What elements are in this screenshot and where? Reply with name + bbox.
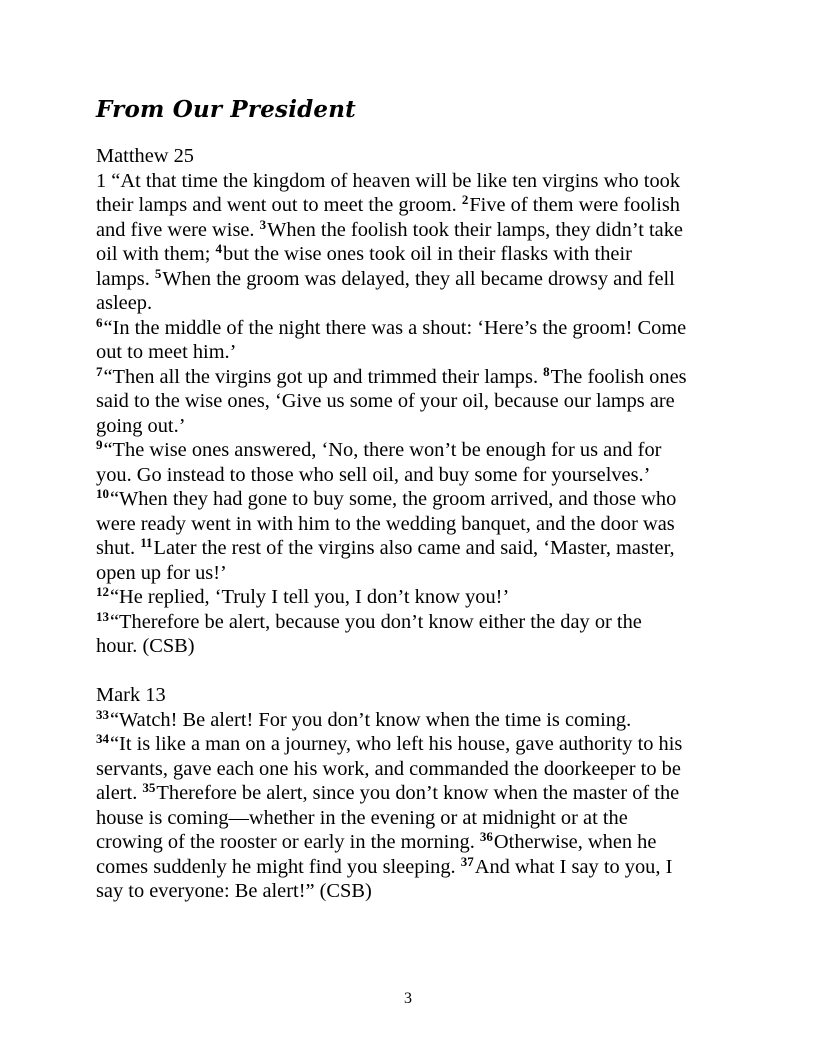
- verse-text: “The wise ones answered, ‘No, there won’t be enough for us and for: [103, 439, 662, 461]
- text-line: [96, 806, 736, 831]
- text-line: [96, 585, 736, 610]
- passage-reference: Matthew 25: [96, 145, 194, 167]
- text-line: [96, 536, 736, 561]
- verse-number: 4: [215, 241, 223, 256]
- page-number: 3: [404, 990, 412, 1007]
- verse-text: house is coming—whether in the evening or at midnight or at the: [96, 806, 628, 829]
- text-line: [96, 316, 736, 341]
- verse-text: comes suddenly he might find you sleeping.: [96, 855, 461, 878]
- text-line: [96, 463, 736, 488]
- verse-number: 9: [96, 437, 103, 452]
- verse-text: When the foolish took their lamps, they didn’t take: [267, 218, 683, 241]
- text-line: [96, 757, 736, 782]
- text-line: [96, 414, 736, 439]
- verse-number: 13: [96, 608, 109, 624]
- text-line: [96, 855, 736, 880]
- verse-text: “It is like a man on a journey, who left his house, gave authority to his: [110, 733, 683, 755]
- verse-text: open up for us!’: [96, 561, 227, 584]
- verse-text: asleep.: [96, 292, 153, 314]
- verse-text: “In the middle of the night there was a shout: ‘Here’s the groom! Come: [103, 316, 687, 339]
- verse-text: but the wise ones took oil in their flasks with their: [223, 243, 632, 265]
- text-line: [96, 610, 736, 635]
- verse-text: “Then all the virgins got up and trimmed their lamps.: [103, 365, 544, 388]
- verse-number: 12: [96, 584, 109, 599]
- text-line: [96, 561, 736, 586]
- text-line: [96, 218, 736, 243]
- verse-number: 10: [96, 486, 109, 501]
- verse-text: going out.’: [96, 414, 186, 437]
- verse-text: oil with them;: [96, 243, 216, 265]
- text-line: [96, 438, 736, 463]
- text-line: [96, 365, 736, 390]
- verse-text: you. Go instead to those who sell oil, and buy some for yourselves.’: [96, 463, 651, 486]
- verse-text: were ready went in with him to the wedding banquet, and the door was: [96, 512, 675, 535]
- verse-text: The foolish ones: [550, 365, 687, 388]
- text-line: [96, 340, 736, 365]
- verse-text: “Therefore be alert, because you don’t know either the day or the: [110, 610, 642, 633]
- verse-text: say to everyone: Be alert!” (CSB): [96, 880, 372, 902]
- verse-number: 3: [259, 216, 267, 232]
- text-line: [96, 487, 736, 512]
- verse-text: and five were wise.: [96, 218, 260, 241]
- verse-text: said to the wise ones, ‘Give us some of your oil, because our lamps are: [96, 390, 675, 412]
- text-line: [96, 169, 736, 194]
- section-spacer: [96, 659, 736, 684]
- text-line: [96, 291, 736, 316]
- verse-text: shut.: [96, 537, 141, 559]
- verse-text: hour. (CSB): [96, 635, 195, 657]
- verse-number: 36: [479, 829, 493, 844]
- text-line: [96, 512, 736, 537]
- verse-number: 5: [154, 265, 162, 281]
- verse-text: crowing of the rooster or early in the morning.: [96, 831, 480, 853]
- text-line: [96, 193, 736, 218]
- verse-text: their lamps and went out to meet the groom.: [96, 194, 462, 216]
- text-line: [96, 781, 736, 806]
- verse-number: 37: [460, 853, 474, 869]
- verse-number: 8: [543, 363, 550, 379]
- verse-text: 1 “At that time the kingdom of heaven will be like ten virgins who took: [96, 169, 681, 192]
- verse-text: out to meet him.’: [96, 341, 237, 363]
- verse-number: 6: [96, 314, 103, 330]
- scripture-text: [96, 144, 736, 904]
- text-line: [96, 708, 736, 733]
- text-line: [96, 242, 736, 267]
- text-line: [96, 634, 736, 659]
- verse-text: Therefore be alert, since you don’t know when the master of the: [156, 782, 680, 804]
- verse-text: “Watch! Be alert! For you don’t know when the time is coming.: [110, 708, 632, 731]
- verse-text: Later the rest of the virgins also came and said, ‘Master, master,: [153, 537, 675, 559]
- text-line: [96, 830, 736, 855]
- verse-text: alert.: [96, 782, 143, 804]
- verse-text: servants, gave each one his work, and commanded the doorkeeper to be: [96, 757, 681, 780]
- passage-reference: Mark 13: [96, 684, 166, 706]
- verse-text: “When they had gone to buy some, the groom arrived, and those who: [110, 488, 677, 510]
- verse-number: 2: [461, 192, 469, 207]
- verse-number: 33: [96, 706, 109, 722]
- newsletter-page: [96, 94, 736, 904]
- verse-text: lamps.: [96, 267, 155, 290]
- verse-number: 11: [140, 535, 153, 550]
- verse-text: “He replied, ‘Truly I tell you, I don’t know you!’: [110, 586, 510, 608]
- text-line: [96, 732, 736, 757]
- text-line: [96, 389, 736, 414]
- verse-text: Otherwise, when he: [493, 831, 657, 853]
- verse-text: Five of them were foolish: [469, 194, 680, 216]
- verse-number: 34: [96, 731, 109, 746]
- page-title: From Our President: [96, 96, 357, 123]
- verse-number: 7: [96, 363, 103, 379]
- text-line: [96, 879, 736, 904]
- verse-text: When the groom was delayed, they all became drowsy and fell: [162, 267, 675, 290]
- verse-number: 35: [142, 780, 156, 795]
- text-line: [96, 267, 736, 292]
- verse-text: And what I say to you, I: [474, 855, 673, 878]
